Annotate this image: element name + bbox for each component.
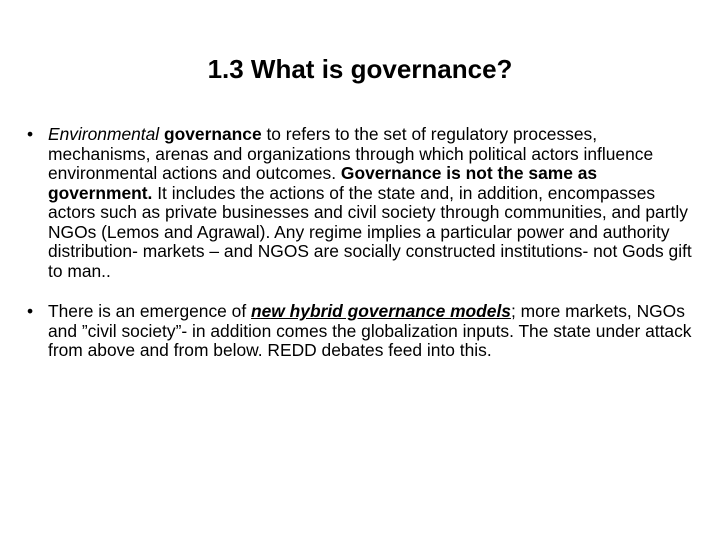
- text-segment: ; more markets, NGOs and ”civil society”- in addition comes the globalization inputs. The state under attack from above and from below. REDD debates feed into this.: [48, 301, 692, 360]
- emphasis-governance-not-government: Governance is not the same as government.: [48, 163, 598, 203]
- bullet-dot-icon: •: [27, 124, 34, 144]
- text-segment: to refers to the set of regulatory processes, mechanisms, arenas and organizations through which political actors influence environmental actions and outcomes.: [48, 124, 654, 183]
- emphasis-governance: governance: [164, 124, 262, 144]
- bullet-item-hybrid-models: [22, 302, 702, 361]
- text-segment: It includes the actions of the state and, in addition, encompasses actors such as private businesses and civil society through communities, and partly NGOs (Lemos and Agrawal). Any regime implies a particular power and authority distribution- markets – and NGOS are socially constructed institutions- not Gods gift to man..: [48, 182, 692, 281]
- bullet-dot-icon: •: [27, 301, 34, 321]
- bullet-list: [22, 125, 702, 382]
- emphasis-new-hybrid-governance-models: new hybrid governance models: [251, 301, 511, 321]
- bullet-item-environmental-governance: [22, 125, 702, 281]
- text-segment: There is an emergence of: [48, 301, 251, 321]
- slide-title: 1.3 What is governance?: [207, 54, 513, 84]
- emphasis-environmental: Environmental: [48, 124, 160, 144]
